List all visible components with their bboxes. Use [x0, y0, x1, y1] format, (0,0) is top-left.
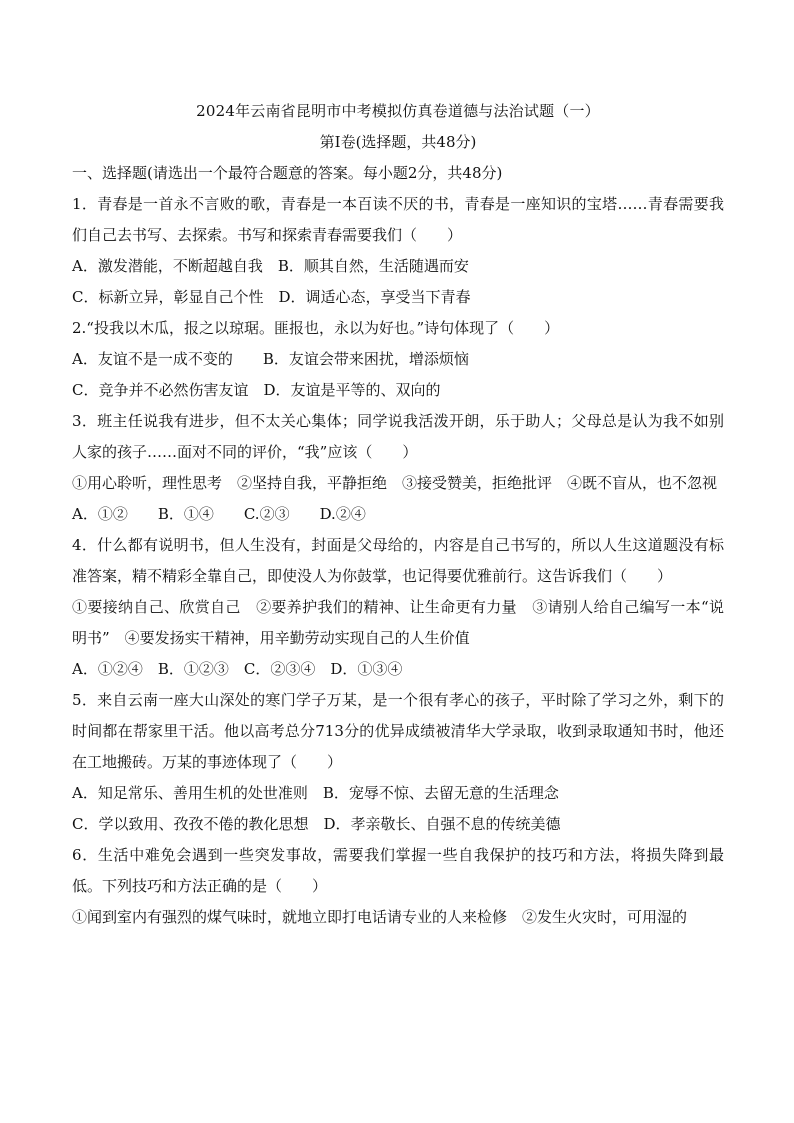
- question-items: ①用心聆听，理性思考 ②坚持自我，平静拒绝 ③接受赞美，拒绝批评 ④既不盲从，也不忽视: [72, 474, 718, 492]
- question-option: A．激发潜能，不断超越自我 B．顺其自然，生活随遇而安: [72, 257, 469, 275]
- question-stem: 1．青春是一首永不言败的歌，青春是一本百读不厌的书，青春是一座知识的宝塔……青春需要我们自己去书写、去探索。书写和探索青春需要我们（ ）: [72, 195, 724, 244]
- question-items: ①闻到室内有强烈的煤气味时，就地立即打电话请专业的人来检修 ②发生火灾时，可用湿的: [72, 908, 688, 926]
- question-stem: 3．班主任说我有进步，但不太关心集体；同学说我活泼开朗，乐于助人；父母总是认为我不如别人家的孩子……面对不同的评价，“我”应该（ ）: [72, 412, 724, 461]
- question-2: [72, 313, 724, 406]
- question-stem: 4．什么都有说明书，但人生没有，封面是父母给的，内容是自己书写的，所以人生这道题没有标准答案，精不精彩全靠自己，即使没人为你鼓掌，也记得要优雅前行。这告诉我们（ ）: [72, 536, 724, 585]
- question-items: ①要接纳自己、欣赏自己 ②要养护我们的精神、让生命更有力量 ③请别人给自己编写一本“说明书” ④要发扬实干精神，用辛勤劳动实现自己的人生价值: [72, 598, 724, 647]
- exam-title: 2024年云南省昆明市中考模拟仿真卷道德与法治试题（一）: [196, 102, 600, 120]
- question-option: C．标新立异，彰显自己个性 D．调适心态，享受当下青春: [72, 288, 471, 306]
- question-option: C．竞争并不必然伤害友谊 D．友谊是平等的、双向的: [72, 381, 441, 399]
- exam-subtitle: 第Ⅰ卷(选择题，共48分): [319, 133, 477, 151]
- question-option: C．学以致用、孜孜不倦的教化思想 D．孝亲敬长、自强不息的传统美德: [72, 815, 561, 833]
- question-stem: 5．来自云南一座大山深处的寒门学子万某，是一个很有孝心的孩子，平时除了学习之外，剩下的时间都在帮家里干活。他以高考总分713分的优异成绩被清华大学录取，收到录取通知书时，他还在工地搬砖。万某的事迹体现了（ ）: [72, 691, 724, 771]
- question-6: [72, 840, 724, 933]
- question-3: [72, 406, 724, 530]
- question-option: A．①② B．①④ C.②③ D.②④: [72, 505, 366, 523]
- question-stem: 2.“投我以木瓜，报之以琼琚。匪报也，永以为好也。”诗句体现了（ ）: [72, 319, 560, 337]
- section-heading: 一、选择题(请选出一个最符合题意的答案。每小题2分，共48分): [72, 164, 503, 182]
- question-4: [72, 530, 724, 685]
- question-option: A．知足常乐、善用生机的处世准则 B．宠辱不惊、去留无意的生活理念: [72, 784, 559, 802]
- question-option: A．①②④ B．①②③ C．②③④ D．①③④: [72, 660, 403, 678]
- question-stem: 6．生活中难免会遇到一些突发事故，需要我们掌握一些自我保护的技巧和方法，将损失降到最低。下列技巧和方法正确的是（ ）: [72, 846, 724, 895]
- question-1: [72, 189, 724, 313]
- question-5: [72, 685, 724, 840]
- question-option: A．友谊不是一成不变的 B．友谊会带来困扰，增添烦恼: [72, 350, 469, 368]
